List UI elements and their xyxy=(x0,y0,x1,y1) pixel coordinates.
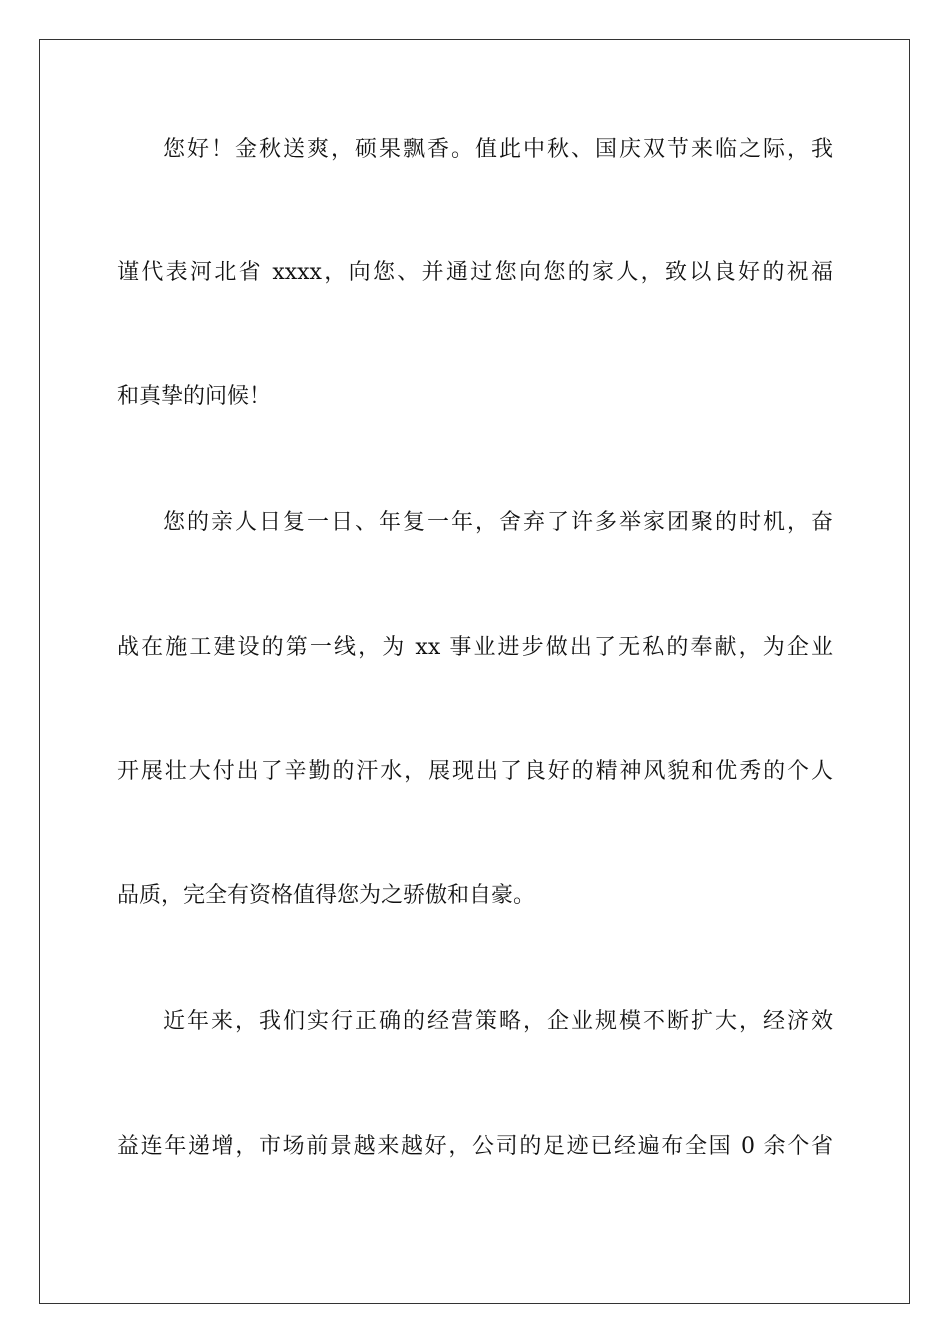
paragraph-2-line-2: 战在施工建设的第一线，为 xx 事业进步做出了无私的奉献，为企业 xyxy=(117,635,833,660)
paragraph-1-line-3: 和真挚的问候！ xyxy=(117,384,272,409)
page-border xyxy=(39,39,910,1304)
paragraph-2-line-1: 您的亲人日复一日、年复一年，舍弃了许多举家团聚的时机，奋 xyxy=(163,510,833,535)
paragraph-1-line-2: 谨代表河北省 xxxx，向您、并通过您向您的家人，致以良好的祝福 xyxy=(117,260,833,285)
paragraph-2-line-3: 开展壮大付出了辛勤的汗水，展现出了良好的精神风貌和优秀的个人 xyxy=(117,759,833,784)
paragraph-1-line-1: 您好！金秋送爽，硕果飘香。值此中秋、国庆双节来临之际，我 xyxy=(163,137,833,162)
paragraph-3-line-2: 益连年递增，市场前景越来越好，公司的足迹已经遍布全国 0 余个省 xyxy=(117,1134,833,1159)
paragraph-3-line-1: 近年来，我们实行正确的经营策略，企业规模不断扩大，经济效 xyxy=(163,1009,833,1034)
paragraph-2-line-4: 品质，完全有资格值得您为之骄傲和自豪。 xyxy=(117,883,536,908)
